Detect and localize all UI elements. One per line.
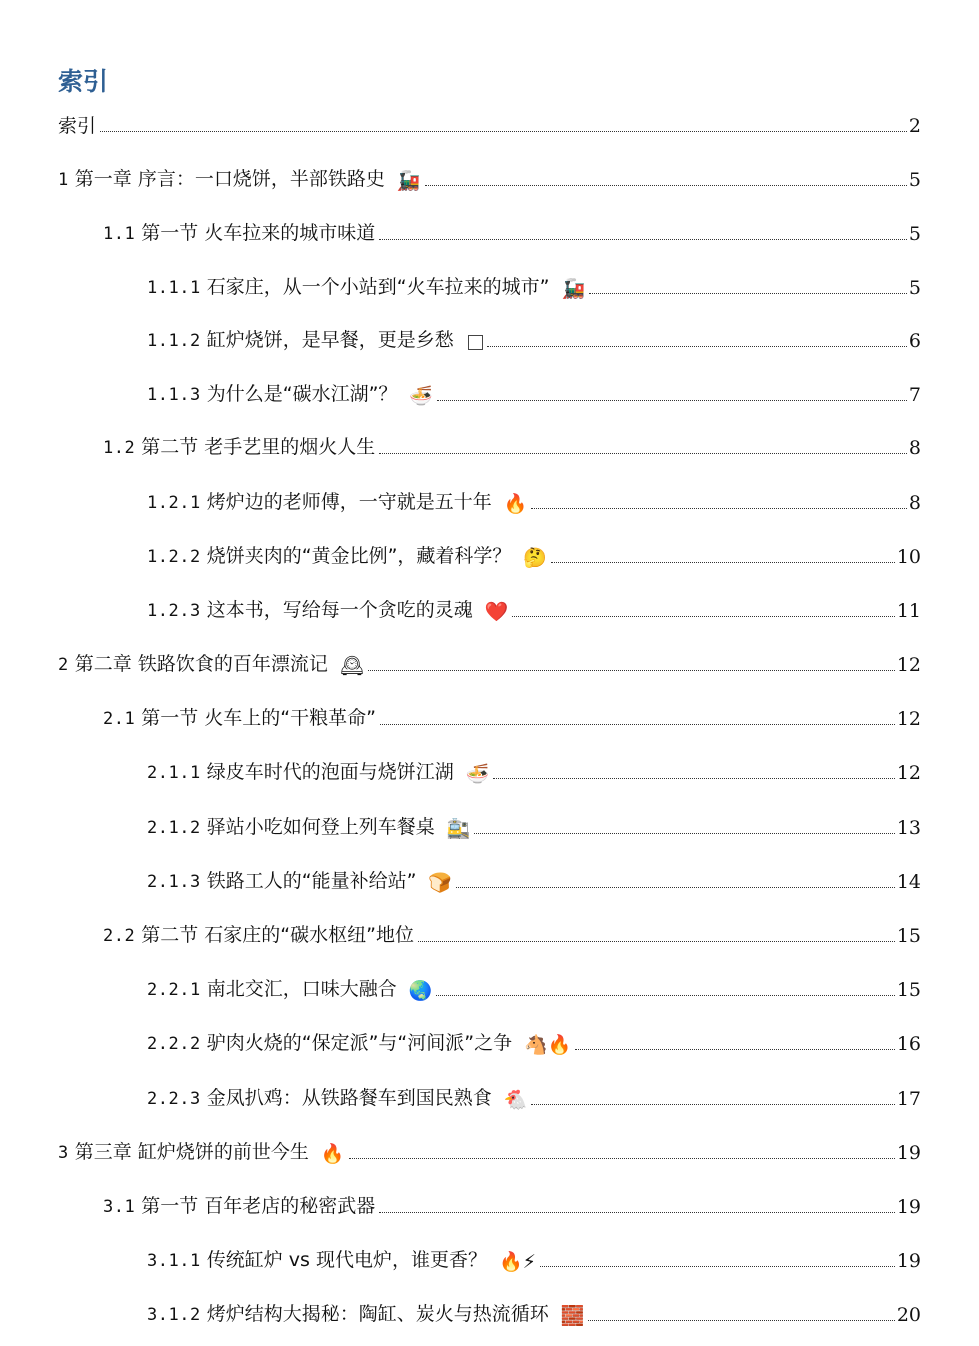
emoji-icon: 🕰 <box>339 655 364 677</box>
dot-leader <box>418 941 895 942</box>
dot-leader <box>474 833 894 834</box>
toc-entry-label <box>103 221 375 246</box>
toc-entry-title: 为什么是“碳水江湖”？ <box>206 383 398 405</box>
toc-entry-title: 南北交汇，口味大融合 <box>206 978 397 1000</box>
toc-entry-title: 金凤扒鸡：从铁路餐车到国民熟食 <box>206 1087 492 1109</box>
toc-entry[interactable] <box>0 377 979 407</box>
toc-entry-number: 2 <box>58 655 69 675</box>
toc-entry[interactable] <box>0 1297 979 1327</box>
toc-entry-number: 3 <box>58 1143 69 1163</box>
toc-page-number: 19 <box>896 1196 921 1218</box>
emoji-icon: 🚉 <box>446 818 471 840</box>
dot-leader <box>380 724 895 725</box>
toc-entry-label <box>103 706 376 731</box>
emoji-icon: 🚂 <box>561 278 586 300</box>
toc-page-number: 12 <box>896 654 921 676</box>
toc-entry-label <box>147 977 397 1002</box>
toc-entry-title: 这本书，写给每一个贪吃的灵魂 <box>206 599 473 621</box>
dot-leader <box>379 1212 895 1213</box>
toc-entry[interactable] <box>0 1026 979 1056</box>
toc-entry[interactable] <box>0 810 979 840</box>
toc-entry-number: 3.1.1 <box>147 1251 201 1271</box>
toc-entry-title: 石家庄，从一个小站到“火车拉来的城市” <box>206 276 550 298</box>
toc-entry-title: 索引 <box>58 115 97 137</box>
toc-entry[interactable] <box>0 539 979 569</box>
toc-entry-number: 1.1.1 <box>147 278 201 298</box>
toc-page-number: 19 <box>896 1142 921 1164</box>
dot-leader <box>379 453 907 454</box>
emoji-icon: 🐴🔥 <box>524 1034 572 1056</box>
toc-entry[interactable] <box>0 864 979 894</box>
toc-entry-label <box>147 1248 487 1273</box>
toc-entry-title: 驿站小吃如何登上列车餐桌 <box>206 816 435 838</box>
dot-leader <box>575 1049 894 1050</box>
toc-entry-label <box>103 1194 375 1219</box>
emoji-icon: 🧱 <box>560 1305 585 1327</box>
toc-entry-label <box>147 275 549 300</box>
toc-entry-number: 2.2.1 <box>147 980 201 1000</box>
emoji-icon: 🍜 <box>409 385 434 407</box>
toc-entry-title: 第二章 铁路饮食的百年漂流记 <box>74 653 328 675</box>
toc-entry-label <box>147 328 454 353</box>
emoji-icon: 🤔 <box>523 547 548 569</box>
toc-entry-title: 绿皮车时代的泡面与烧饼江湖 <box>206 761 454 783</box>
dot-leader <box>425 185 907 186</box>
toc-entry-number: 2.1.3 <box>147 872 201 892</box>
toc-entry[interactable] <box>0 1135 979 1165</box>
toc-entry-title: 第三章 缸炉烧饼的前世今生 <box>74 1141 309 1163</box>
toc-entry-number: 3.1.2 <box>147 1305 201 1325</box>
dot-leader <box>487 346 907 347</box>
emoji-icon: 🌏 <box>408 980 433 1002</box>
toc-entry-number: 2.2.3 <box>147 1089 201 1109</box>
toc-entry-number: 2.1.2 <box>147 818 201 838</box>
emoji-icon: 🍜 <box>465 763 490 785</box>
dot-leader <box>512 616 894 617</box>
toc-page-number: 12 <box>896 762 921 784</box>
toc-entry-title: 第一节 火车拉来的城市味道 <box>141 222 376 244</box>
toc-page-number: 15 <box>896 979 921 1001</box>
toc-entry-number: 2.1 <box>103 709 136 729</box>
dot-leader <box>456 887 895 888</box>
toc-entry-title: 传统缸炉 vs 现代电炉，谁更香？ <box>206 1249 487 1271</box>
toc-entry-label <box>147 1031 512 1056</box>
toc-entry-label <box>147 598 473 623</box>
toc-entry[interactable] <box>0 216 979 246</box>
dot-leader <box>437 400 907 401</box>
toc-entry-label <box>147 1302 549 1327</box>
dot-leader <box>349 1158 895 1159</box>
page-title: 索引 <box>58 67 109 96</box>
toc-entry[interactable] <box>0 593 979 623</box>
toc-entry-number: 2.2 <box>103 926 136 946</box>
toc-entry-label <box>147 869 416 894</box>
toc-entry-label <box>58 167 385 192</box>
toc-entry-label <box>147 544 511 569</box>
toc-page-number: 11 <box>896 600 921 622</box>
toc-page-number: 5 <box>908 169 921 191</box>
toc-entry-title: 第二节 老手艺里的烟火人生 <box>141 436 376 458</box>
toc-entry-number: 1.2.2 <box>147 547 201 567</box>
toc-page-number: 8 <box>908 437 921 459</box>
toc-page-number: 20 <box>896 1304 921 1326</box>
toc-page-number: 17 <box>896 1088 921 1110</box>
emoji-icon: 🚂 <box>396 170 421 192</box>
toc-entry-number: 1.1.3 <box>147 385 201 405</box>
toc-entry-title: 第一章 序言：一口烧饼，半部铁路史 <box>74 168 385 190</box>
toc-entry-label <box>147 815 435 840</box>
toc-entry[interactable] <box>0 1081 979 1111</box>
toc-entry-title: 铁路工人的“能量补给站” <box>206 870 417 892</box>
toc-entry-number: 1 <box>58 170 69 190</box>
dot-leader <box>540 1266 895 1267</box>
dot-leader <box>551 562 895 563</box>
toc-entry[interactable] <box>0 647 979 677</box>
toc-entry-number: 1.2.3 <box>147 601 201 621</box>
toc-entry-title: 缸炉烧饼，是早餐，更是乡愁 <box>206 329 454 351</box>
toc-page-number: 16 <box>896 1033 921 1055</box>
dot-leader <box>531 508 906 509</box>
toc-entry-number: 1.1.2 <box>147 331 201 351</box>
toc-entry-label <box>147 760 454 785</box>
toc-page-number: 5 <box>908 277 921 299</box>
emoji-icon: 🐔 <box>503 1089 528 1111</box>
emoji-icon: ❤️ <box>484 601 509 623</box>
toc-entry-number: 1.2.1 <box>147 493 201 513</box>
missing-glyph-icon <box>468 335 483 350</box>
toc-entry[interactable] <box>0 918 979 948</box>
toc-entry-number: 1.1 <box>103 224 136 244</box>
toc-entry[interactable] <box>0 755 979 785</box>
toc-entry-label <box>103 923 414 948</box>
toc-entry-label <box>58 114 96 138</box>
toc-entry-label <box>58 1140 309 1165</box>
emoji-icon: 🔥⚡ <box>498 1251 536 1273</box>
toc-entry[interactable] <box>0 1189 979 1219</box>
dot-leader <box>493 778 894 779</box>
toc-page-number: 7 <box>908 384 921 406</box>
toc-entry[interactable] <box>0 485 979 515</box>
toc-entry-label <box>147 1086 492 1111</box>
toc-entry-title: 烧饼夹肉的“黄金比例”，藏着科学？ <box>206 545 512 567</box>
toc-entry-title: 驴肉火烧的“保定派”与“河间派”之争 <box>206 1032 513 1054</box>
toc-entry-title: 烤炉结构大揭秘：陶缸、炭火与热流循环 <box>206 1303 549 1325</box>
emoji-icon: 🍞 <box>428 872 453 894</box>
toc-page-number: 8 <box>908 492 921 514</box>
toc-page-number: 5 <box>908 223 921 245</box>
toc-entry[interactable] <box>0 162 979 192</box>
dot-leader <box>100 131 907 132</box>
toc-entry-number: 2.1.1 <box>147 763 201 783</box>
dot-leader <box>589 293 907 294</box>
toc-entry[interactable] <box>0 1243 979 1273</box>
toc-page-number: 15 <box>896 925 921 947</box>
dot-leader <box>379 239 907 240</box>
toc-page-number: 10 <box>896 546 921 568</box>
toc-page-number: 2 <box>908 115 921 137</box>
toc-entry-number: 2.2.2 <box>147 1034 201 1054</box>
dot-leader <box>588 1320 894 1321</box>
toc-entry-number: 1.2 <box>103 438 136 458</box>
toc-entry[interactable] <box>0 972 979 1002</box>
toc-page-number: 12 <box>896 708 921 730</box>
toc-entry[interactable] <box>0 701 979 731</box>
toc-entry-title: 第二节 石家庄的“碳水枢纽”地位 <box>141 924 414 946</box>
toc-entry-label <box>147 490 492 515</box>
emoji-icon: 🔥 <box>503 493 528 515</box>
toc-entry[interactable] <box>0 323 979 353</box>
toc-entry[interactable] <box>0 270 979 300</box>
toc-page-number: 19 <box>896 1250 921 1272</box>
toc-entry-title: 第一节 百年老店的秘密武器 <box>141 1195 376 1217</box>
dot-leader <box>531 1104 894 1105</box>
toc-entry-label <box>103 435 375 460</box>
emoji-icon: 🔥 <box>320 1143 345 1165</box>
toc-entry[interactable] <box>0 430 979 460</box>
toc-entry-label <box>58 652 328 677</box>
dot-leader <box>368 670 895 671</box>
toc-page-number: 14 <box>896 871 921 893</box>
toc-entry-label <box>147 382 397 407</box>
toc-entry-title: 烤炉边的老师傅，一守就是五十年 <box>206 491 492 513</box>
dot-leader <box>436 995 894 996</box>
toc-entry-number: 3.1 <box>103 1197 136 1217</box>
toc-entry[interactable] <box>0 108 979 138</box>
toc-page-number: 13 <box>896 817 921 839</box>
toc-page-number: 6 <box>908 330 921 352</box>
toc-entry-title: 第一节 火车上的“干粮革命” <box>141 707 376 729</box>
